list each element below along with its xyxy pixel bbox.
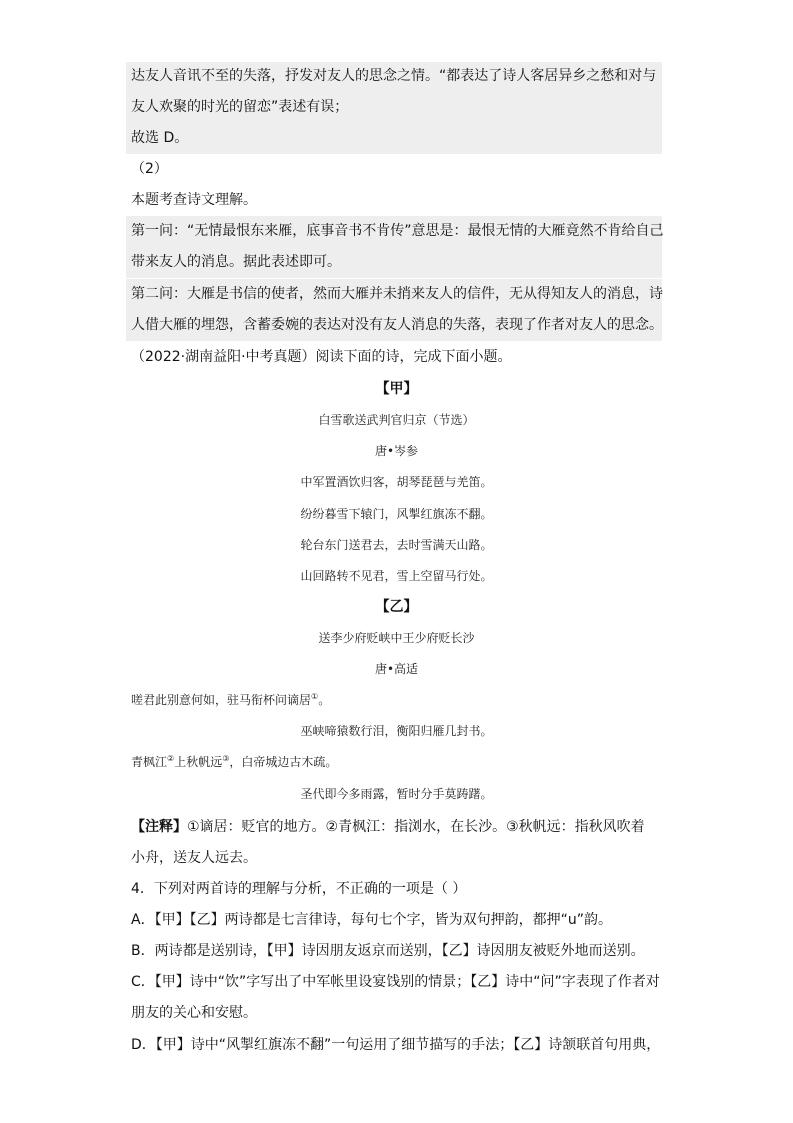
analysis-line: 第二问：大雁是书信的使者，然而大雁并未捎来友人的信件，无从得知友人的消息，诗 [131, 286, 663, 302]
analysis-line: 带来友人的消息。据此表述即可。 [131, 254, 341, 270]
highlight-block [126, 124, 662, 154]
poem-a-title: 白雪歌送武判官归京（节选） [318, 413, 475, 427]
poem-a-author: 唐•岑参 [374, 444, 419, 458]
option-d: D．【甲】诗中“风掣红旗冻不翻”一句运用了细节描写的手法；【乙】诗颔联首句用典， [131, 1037, 661, 1053]
analysis-line: 达友人音讯不至的失落，抒发对友人的思念之情。“都表达了诗人客居异乡之愁和对与 [131, 68, 657, 84]
poem-a-line: 纷纷暮雪下辕门，风掣红旗冻不翻。 [300, 507, 493, 521]
analysis-part-number: （2） [131, 161, 168, 177]
poem-a-line: 山回路转不见君，雪上空留马行处。 [300, 569, 493, 583]
poem-a-label: 【甲】 [375, 381, 418, 397]
option-a: A．【甲】【乙】两诗都是七言律诗，每句七个字，皆为双句押韵，都押“u”韵。 [131, 912, 612, 928]
notes-line [131, 818, 645, 836]
question-stem: 4．下列对两首诗的理解与分析，不正确的一项是（ ） [131, 881, 467, 897]
poem-a-line: 轮台东门送君去，去时雪满天山路。 [300, 538, 493, 552]
poem-b-line-text: 青枫江 [131, 755, 168, 769]
poem-b-line-text: 。 [318, 693, 331, 707]
footnote-mark: ② [167, 754, 175, 763]
footnote-mark: ③ [222, 754, 230, 763]
option-c-continued: 朋友的关心和安慰。 [131, 1005, 257, 1021]
footnote-mark: ① [311, 692, 319, 701]
poem-b-line [131, 692, 330, 708]
analysis-line: 人借大雁的埋怨，含蓄委婉的表达对没有友人消息的失落，表现了作者对友人的思念。 [131, 317, 663, 333]
source-line: （2022·湖南益阳·中考真题）阅读下面的诗，完成下面小题。 [131, 349, 512, 365]
poem-b-author: 唐•高适 [374, 662, 419, 676]
notes-line: 小舟，送友人远去。 [131, 850, 257, 866]
notes-label: 【注释】 [131, 819, 187, 835]
analysis-line: 本题考查诗文理解。 [131, 192, 257, 208]
poem-b-label: 【乙】 [375, 599, 418, 615]
analysis-line: 友人欢聚的时光的留恋”表述有误； [131, 99, 349, 115]
analysis-line: 第一问：“无情最恨东来雁，底事音书不肯传”意思是：最恨无情的大雁竟然不肯给自己 [131, 223, 664, 239]
poem-b-line-text: 嗟君此别意何如，驻马衔杯问谪居 [131, 693, 312, 707]
poem-b-title: 送李少府贬峡中王少府贬长沙 [318, 631, 475, 645]
poem-b-line-text: 上秋帆远 [174, 755, 223, 769]
option-b: B．两诗都是送别诗，【甲】诗因朋友返京而送别，【乙】诗因朋友被贬外地而送别。 [131, 943, 645, 959]
notes-text: ①谪居：贬官的地方。②青枫江：指浏水，在长沙。③秋帆远：指秋风吹着 [187, 819, 645, 835]
poem-b-line: 巫峡啼猿数行泪，衡阳归雁几封书。 [300, 724, 493, 738]
analysis-line: 故选 D。 [131, 130, 189, 146]
poem-a-line: 中军置酒饮归客，胡琴琵琶与羌笛。 [300, 475, 493, 489]
poem-b-line: 圣代即今多雨露，暂时分手莫踌躇。 [300, 787, 493, 801]
poem-b-line-text: ，白帝城边古木疏。 [229, 755, 338, 769]
option-c: C．【甲】诗中“饮”字写出了中军帐里设宴饯别的情景；【乙】诗中“问”字表现了作者对 [131, 974, 660, 990]
poem-b-line [131, 754, 337, 770]
